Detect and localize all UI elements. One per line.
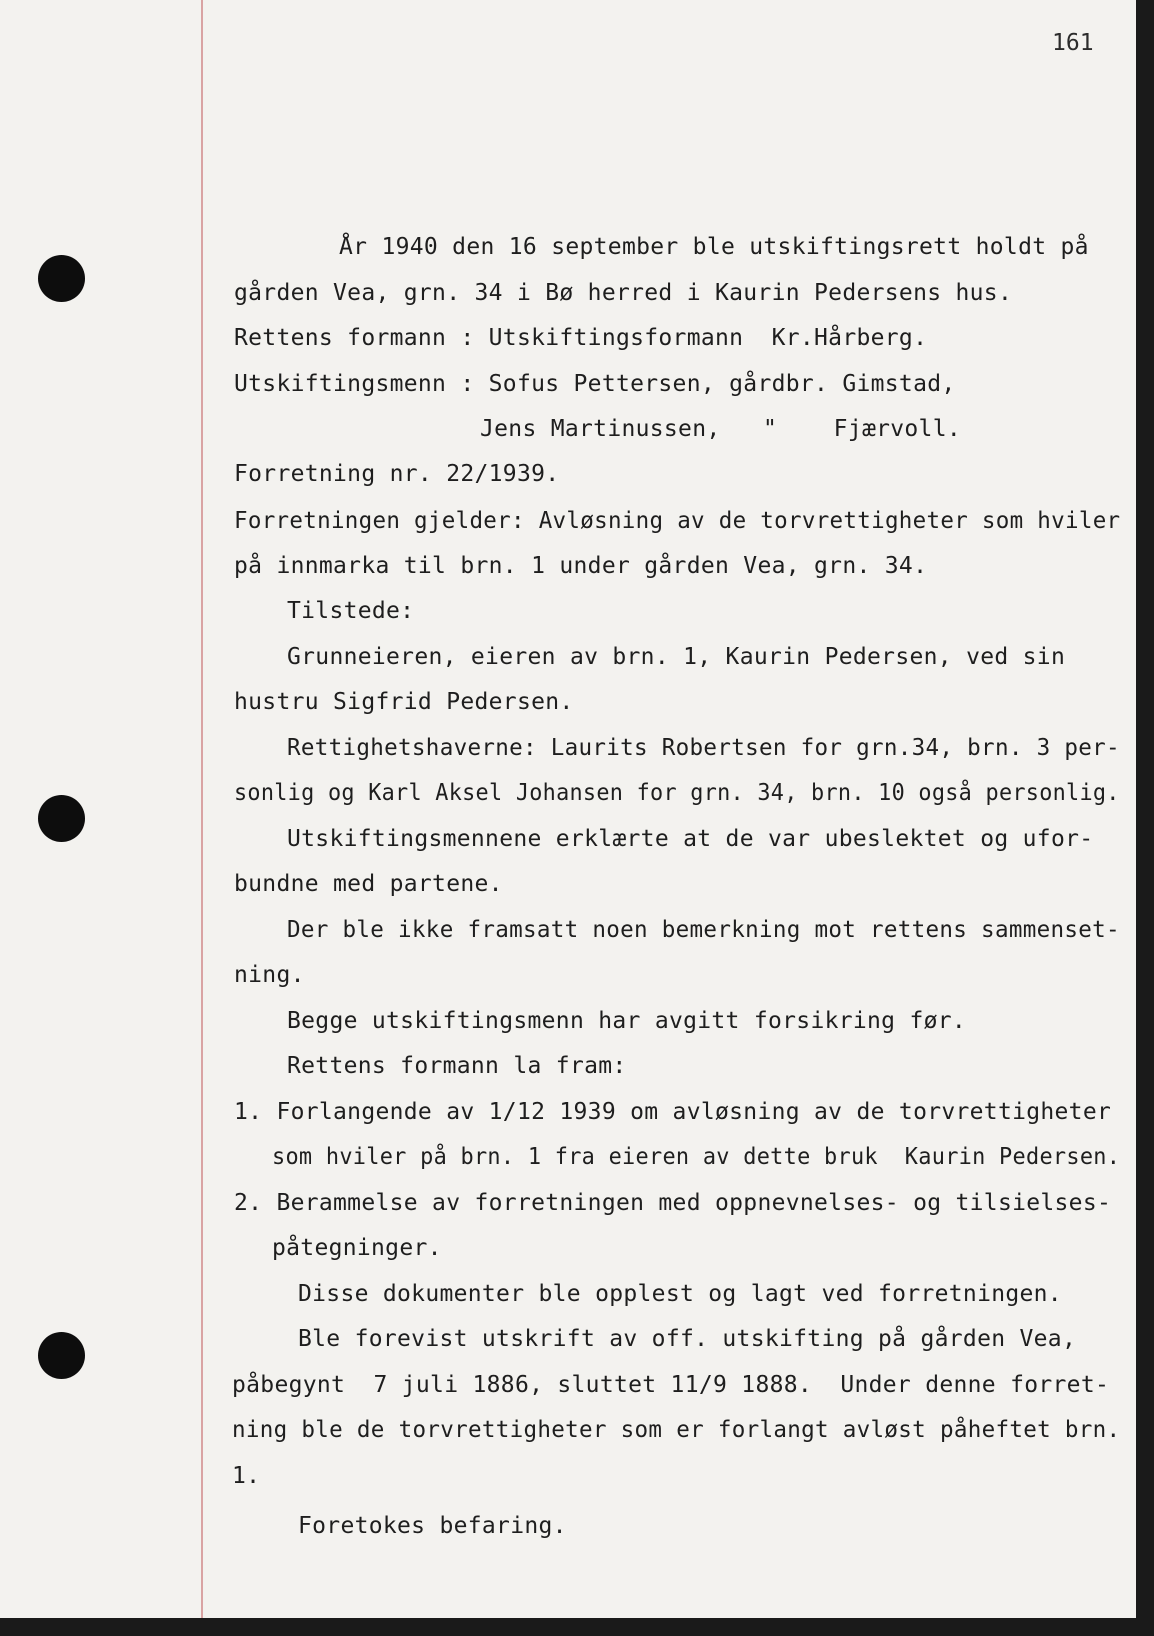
text-line: Tilstede:: [287, 598, 415, 624]
text-line: Grunneieren, eieren av brn. 1, Kaurin Pedersen, ved sin: [287, 644, 1066, 670]
margin-rule: [201, 0, 203, 1618]
text-line: Utskiftingsmennene erklærte at de var ubeslektet og ufor-: [287, 826, 1094, 852]
punch-hole-bottom: [38, 1332, 85, 1379]
text-line: 1. Forlangende av 1/12 1939 om avløsning av de torvrettigheter: [234, 1099, 1112, 1125]
text-line: påbegynt 7 juli 1886, sluttet 11/9 1888. Under denne forret-: [232, 1372, 1110, 1398]
text-line: Der ble ikke framsatt noen bemerkning mot rettens sammenset-: [287, 917, 1120, 943]
text-line: gården Vea, grn. 34 i Bø herred i Kaurin Pedersens hus.: [234, 280, 1013, 306]
text-line: 1.: [232, 1463, 261, 1489]
text-line: Utskiftingsmenn : Sofus Pettersen, gårdbr. Gimstad,: [234, 371, 956, 397]
text-line: ning.: [234, 962, 305, 988]
text-line: Rettens formann : Utskiftingsformann Kr.Hårberg.: [234, 325, 928, 351]
text-line: som hviler på brn. 1 fra eieren av dette bruk Kaurin Pedersen.: [272, 1144, 1121, 1170]
text-line: hustru Sigfrid Pedersen.: [234, 689, 574, 715]
text-line: Forretning nr. 22/1939.: [234, 461, 560, 487]
page-number: 161: [1052, 30, 1094, 56]
text-line: Forretningen gjelder: Avløsning av de torvrettigheter som hviler: [234, 508, 1121, 534]
text-line: bundne med partene.: [234, 871, 503, 897]
text-line: påtegninger.: [272, 1235, 442, 1261]
text-line: Disse dokumenter ble opplest og lagt ved forretningen.: [298, 1281, 1062, 1307]
text-line: Foretokes befaring.: [298, 1513, 567, 1539]
punch-hole-top: [38, 255, 85, 302]
text-line: Ble forevist utskrift av off. utskifting på gården Vea,: [298, 1326, 1077, 1352]
text-line: Jens Martinussen, " Fjærvoll.: [480, 416, 962, 442]
punch-hole-middle: [38, 795, 85, 842]
text-line: År 1940 den 16 september ble utskiftingsrett holdt på: [339, 234, 1089, 260]
text-line: Rettens formann la fram:: [287, 1053, 627, 1079]
text-line: på innmarka til brn. 1 under gården Vea, grn. 34.: [234, 553, 928, 579]
text-line: Begge utskiftingsmenn har avgitt forsikring før.: [287, 1008, 967, 1034]
text-line: Rettighetshaverne: Laurits Robertsen for grn.34, brn. 3 per-: [287, 735, 1120, 761]
text-line: 2. Berammelse av forretningen med oppnevnelses- og tilsielses-: [234, 1190, 1112, 1216]
text-line: sonlig og Karl Aksel Johansen for grn. 34, brn. 10 også personlig.: [234, 780, 1120, 806]
text-line: ning ble de torvrettigheter som er forlangt avløst påheftet brn.: [232, 1417, 1121, 1443]
